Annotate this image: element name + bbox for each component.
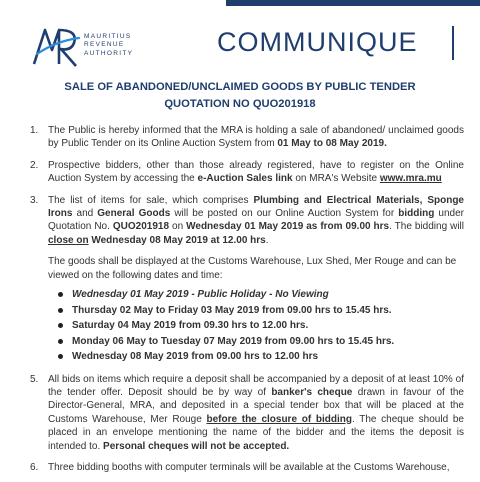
bidding-close: Wednesday 08 May 2019 at 12.00 hrs: [88, 234, 266, 246]
bidding-start: Wednesday 01 May 2019 as from 09.00 hrs: [186, 221, 390, 233]
notice-heading: [0, 79, 480, 113]
title-divider: [452, 26, 454, 60]
viewing-date-item: Monday 06 May to Tuesday 07 May 2019 from 09.00 hrs to 15.45 hrs.: [58, 334, 480, 350]
quotation-number: QUO201918: [112, 221, 170, 233]
header-accent-bar: [226, 0, 480, 6]
paragraph-3: 3. The list of items for sale, which comprises Plumbing and Electrical Materials, Sponge Irons and General Goods will be posted on our Online Auction System for bidding under Quotation No. QUO201918 on Wednesday 01 May 2019 as from 09.00 hrs. The bidding will close on Wednesday 08 May 2019 at 12.00 hrs.: [30, 194, 465, 246]
viewing-date-item: Wednesday 08 May 2019 from 09.00 hrs to 12.00 hrs: [58, 349, 480, 365]
paragraph-number: 2.: [30, 159, 39, 171]
sale-period: 01 May to 08 May 2019.: [277, 138, 387, 150]
notice-body: [0, 124, 480, 482]
paragraph-number: 5.: [30, 373, 39, 385]
e-auction-link-text: e-Auction Sales link: [197, 173, 293, 185]
mra-website-link[interactable]: www.mra.mu: [379, 173, 442, 185]
paragraph-number: 1.: [30, 125, 39, 136]
paragraph-number: 6.: [30, 462, 39, 473]
paragraph-5: 5. All bids on items which require a deposit shall be accompanied by a deposit of at least 10% of the tender offer. Deposit should be by way of banker's cheque drawn in favour of the Director-General, MRA, and deposited in a special tender box that will be placed at the Customs Warehouse, Mer Rouge before the closure of bidding. The cheque should be placed in an envelope mentioning the name of the bidder and the items the deposit is intended to. Personal cheques will not be accepted.: [30, 373, 464, 452]
mra-logo-wordmark: MAURITIUS REVENUE AUTHORITY: [84, 33, 134, 57]
paragraph-number: 3.: [30, 194, 39, 206]
viewing-date-item: Wednesday 01 May 2019 - Public Holiday - No Viewing: [58, 287, 480, 303]
viewing-dates-list: [0, 287, 480, 365]
viewing-intro: The goods shall be displayed at the Customs Warehouse, Lux Shed, Mer Rouge and can be viewed on the following dates and time:: [48, 256, 457, 281]
paragraph-2: 2. Prospective bidders, other than those already registered, have to register on the Online Auction System by accessing the e-Auction Sales link on MRA's Website www.mra.mu: [30, 159, 464, 185]
deposit-deadline: before the closure of bidding: [206, 413, 352, 425]
mra-logo-mark: [32, 24, 82, 70]
viewing-date-item: Saturday 04 May 2019 from 09.30 hrs to 12.00 hrs.: [58, 318, 480, 334]
notice-heading-line-2: QUOTATION NO QUO201918: [164, 98, 316, 110]
document-type-title: COMMUNIQUE: [217, 27, 418, 57]
viewing-date-item: Thursday 02 May to Friday 03 May 2019 from 09.00 hrs to 15.45 hrs.: [58, 303, 480, 319]
notice-heading-line-1: SALE OF ABANDONED/UNCLAIMED GOODS BY PUBLIC TENDER: [64, 81, 416, 93]
mra-logo: [32, 24, 192, 70]
cheque-warning: Personal cheques will not be accepted.: [103, 440, 290, 452]
paragraph-1: 1. The Public is hereby informed that the MRA is holding a sale of abandoned/ unclaimed goods by Public Tender on its Online Auction System from 01 May to 08 May 2019.: [30, 125, 464, 150]
paragraph-6: 6. Three bidding booths with computer terminals will be available at the Customs Warehouse,: [30, 462, 450, 473]
